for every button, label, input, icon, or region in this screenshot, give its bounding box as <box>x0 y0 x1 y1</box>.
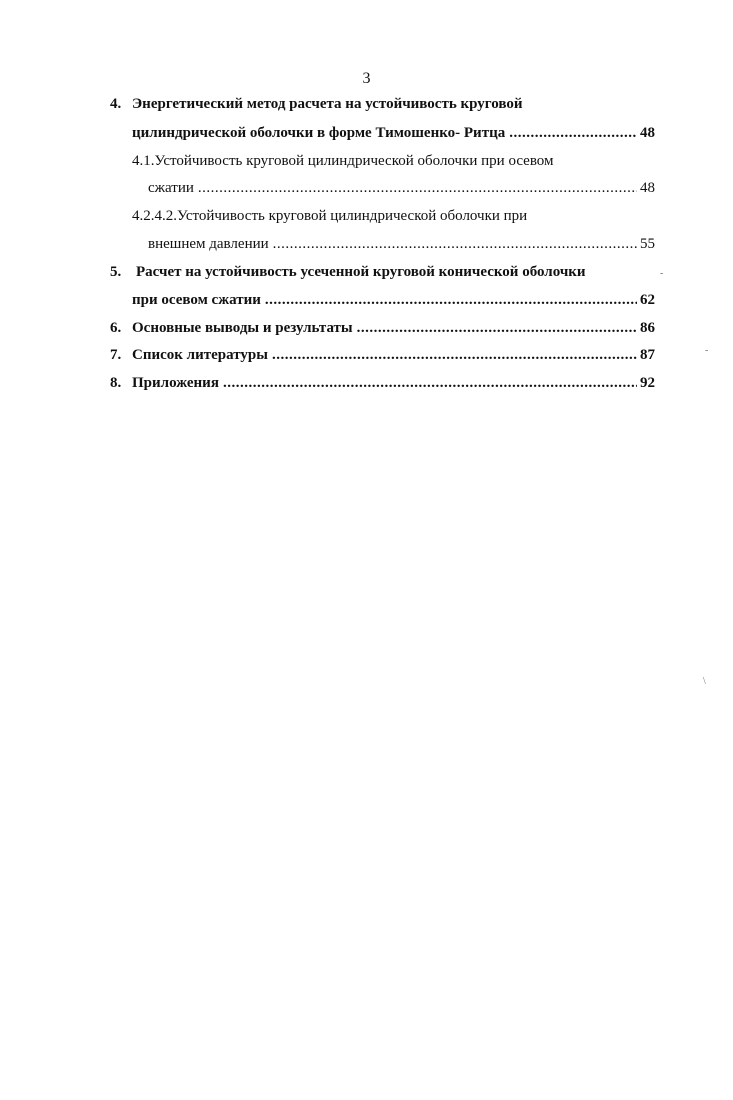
toc-entry-6 <box>110 320 655 340</box>
toc-entry-8-number: 8. <box>110 375 122 391</box>
toc-entry-4-1-line2 <box>148 180 655 200</box>
scan-artifact-mark: \ <box>703 676 706 687</box>
toc-entry-5-title-line1: Расчет на устойчивость усеченной круговой конической оболочки <box>136 264 586 280</box>
toc-leader-dots <box>357 320 637 337</box>
toc-entry-4-line1 <box>110 96 655 116</box>
toc-entry-4-1-page: 48 <box>640 180 655 196</box>
page-number: 3 <box>362 70 371 87</box>
toc-leader-dots <box>198 180 637 197</box>
toc-entry-7-number: 7. <box>110 347 122 363</box>
toc-entry-5-number: 5. <box>110 264 122 280</box>
toc-entry-8-title: Приложения <box>132 375 219 391</box>
toc-entry-8 <box>110 375 655 395</box>
toc-entry-6-number: 6. <box>110 320 122 336</box>
toc-entry-4-page: 48 <box>640 125 655 141</box>
toc-entry-6-title: Основные выводы и результаты <box>132 320 353 336</box>
toc-leader-dots <box>273 236 637 253</box>
toc-entry-4-1-line1 <box>132 153 655 173</box>
toc-entry-5-line1 <box>110 264 655 284</box>
toc-entry-7-title: Список литературы <box>132 347 268 363</box>
toc-entry-4-1-title-line1: 4.1.Устойчивость круговой цилиндрической оболочки при осевом <box>132 153 554 169</box>
toc-leader-dots <box>272 347 637 364</box>
toc-entry-4-2-title-line2: внешнем давлении <box>148 236 269 252</box>
toc-entry-5-page: 62 <box>640 292 655 308</box>
toc-entry-4-2-line1 <box>132 208 655 228</box>
toc-entry-8-page: 92 <box>640 375 655 391</box>
toc-leader-dots <box>509 125 637 142</box>
toc-entry-7-page: 87 <box>640 347 655 363</box>
toc-entry-4-2-page: 55 <box>640 236 655 252</box>
toc-entry-4-1-title-line2: сжатии <box>148 180 194 196</box>
toc-entry-4-number: 4. <box>110 96 122 112</box>
toc-entry-6-page: 86 <box>640 320 655 336</box>
scan-artifact-mark: - <box>660 268 664 279</box>
toc-entry-4-title-line1: Энергетический метод расчета на устойчивость круговой <box>132 96 523 112</box>
toc-entry-4-2-title-line1: 4.2.4.2.Устойчивость круговой цилиндрической оболочки при <box>132 208 528 224</box>
toc-entry-5-title-line2: при осевом сжатии <box>132 292 261 308</box>
toc-entry-5-line2 <box>132 292 655 312</box>
toc-entry-4-line2 <box>132 125 655 145</box>
toc-entry-7 <box>110 347 655 367</box>
toc-leader-dots <box>265 292 637 309</box>
toc-entry-4-2-line2 <box>148 236 655 256</box>
toc-leader-dots <box>223 375 637 392</box>
scan-artifact-mark: - <box>705 345 709 356</box>
toc-entry-4-title-line2: цилиндрической оболочки в форме Тимошенко- Ритца <box>132 125 506 141</box>
